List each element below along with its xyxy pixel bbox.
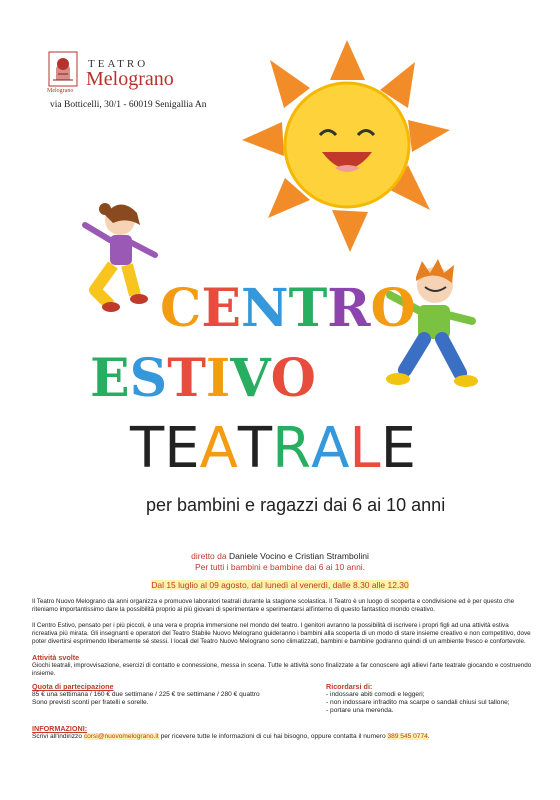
- title-letter: T: [237, 416, 273, 481]
- info-mid: per ricevere tutte le informazioni di cui hai bisogno, oppure contatta il numero: [160, 733, 386, 740]
- paragraph-1: Il Teatro Nuovo Melograno da anni organizza e promuove laboratori teatrali durante la stagione scolastica. Il Teatro è un luogo di scoperta e condivisione ed è per questo che riteniamo importantissimo dare la possibilità proprio ai più giovani di sperimentare e sperimentarsi all'interno di questo fantastico mondo creativo.: [32, 598, 515, 613]
- subtitle: per bambini e ragazzi dai 6 ai 10 anni: [146, 495, 446, 515]
- phone-number[interactable]: 389 545 0774: [387, 733, 428, 740]
- girl-illustration-icon: [65, 195, 165, 315]
- activities-title: Attività svolte: [32, 653, 80, 662]
- info-section: [32, 725, 542, 741]
- info-pre: Scrivi all'indirizzo: [32, 733, 82, 740]
- brand-teatro: TEATRO: [88, 58, 149, 70]
- title-letter: O: [370, 278, 416, 339]
- title-letter: R: [272, 416, 312, 481]
- title-line-2: [90, 348, 316, 409]
- title-letter: E: [90, 348, 130, 409]
- fee-line-2: Sono previsti sconti per fratelli e sorelle.: [32, 699, 149, 706]
- direction-label: diretto da: [191, 551, 227, 561]
- activities-text: Giochi teatrali, improvvisazione, esercizi di contatto e connessione, messa in scena. Tutte le attività sono finalizzate a far conoscere agli allievi l'arte teatrale giocando e costruendo insieme.: [32, 662, 532, 677]
- dates-line: [0, 580, 560, 590]
- title-line-3: [130, 416, 416, 481]
- title-letter: T: [130, 416, 165, 481]
- title-letter: N: [241, 278, 289, 339]
- info-end: .: [427, 733, 430, 740]
- fee-section: [32, 683, 322, 707]
- email-link[interactable]: corsi@nuovomelograno.it: [83, 733, 159, 740]
- title-letter: T: [167, 348, 206, 409]
- direction-names: Daniele Vocino e Cristian Strambolini: [228, 551, 369, 561]
- title-letter: E: [380, 416, 416, 481]
- title-letter: R: [327, 278, 371, 339]
- fee-line-1: 85 € una settimana / 160 € due settimane / 225 € tre settimane / 280 € quattro: [32, 691, 260, 698]
- remember-item: - non indossare infradito ma scarpe o sandali chiusi sul tallone;: [326, 699, 510, 706]
- title-letter: T: [288, 278, 328, 339]
- title-letter: C: [160, 278, 202, 339]
- audience: Per tutti i bambini e bambine dai 6 ai 10 anni.: [194, 562, 366, 572]
- title-letter: A: [311, 416, 350, 481]
- remember-item: - portare una merenda.: [326, 707, 394, 714]
- title-letter: E: [201, 278, 242, 339]
- fee-title: Quota di partecipazione: [32, 682, 114, 691]
- info-title: INFORMAZIONI:: [32, 724, 88, 733]
- address: via Botticelli, 30/1 - 60019 Senigallia An: [50, 100, 207, 110]
- brand-melograno: Melograno: [86, 68, 174, 90]
- title-letter: E: [164, 416, 200, 481]
- title-letter: A: [199, 416, 238, 481]
- title-letter: S: [129, 348, 168, 409]
- title-letter: I: [205, 348, 231, 409]
- direction-line: [0, 551, 560, 561]
- remember-item: - indossare abiti comodi e leggeri;: [326, 691, 425, 698]
- remember-title: Ricordarsi di:: [326, 682, 373, 691]
- title-letter: L: [349, 416, 381, 481]
- activities-section: [32, 654, 532, 678]
- remember-section: [326, 683, 536, 715]
- logo-small-text: Melograno: [47, 88, 74, 94]
- title-letter: O: [270, 348, 316, 409]
- title-line-1: [160, 278, 416, 339]
- paragraph-2: Il Centro Estivo, pensato per i più piccoli, è una vera e propria immersione nel mondo del teatro. I genitori avranno la possibilità di iscrivere i propri figli ad una attività estiva ricreativa più mirata. Gli insegnanti e operatori del Teatro Stabile Nuovo Melograno guideranno i bambini alla scoperta di un modo di stare insieme creativo e non competitivo, dove poter divertirsi esprimendo liberamente sé stessi. I locali del Teatro Nuovo Melograno sono climatizzati, bambini e bambine godranno quindi di un ambiente fresco e confortevole.: [32, 622, 531, 645]
- sun-illustration-icon: [240, 40, 455, 255]
- info-text: [32, 733, 542, 741]
- dates: Dal 15 luglio al 09 agosto, dal lunedì al venerdì, dalle 8.30 alle 12.30: [151, 580, 409, 590]
- title-letter: V: [230, 348, 271, 409]
